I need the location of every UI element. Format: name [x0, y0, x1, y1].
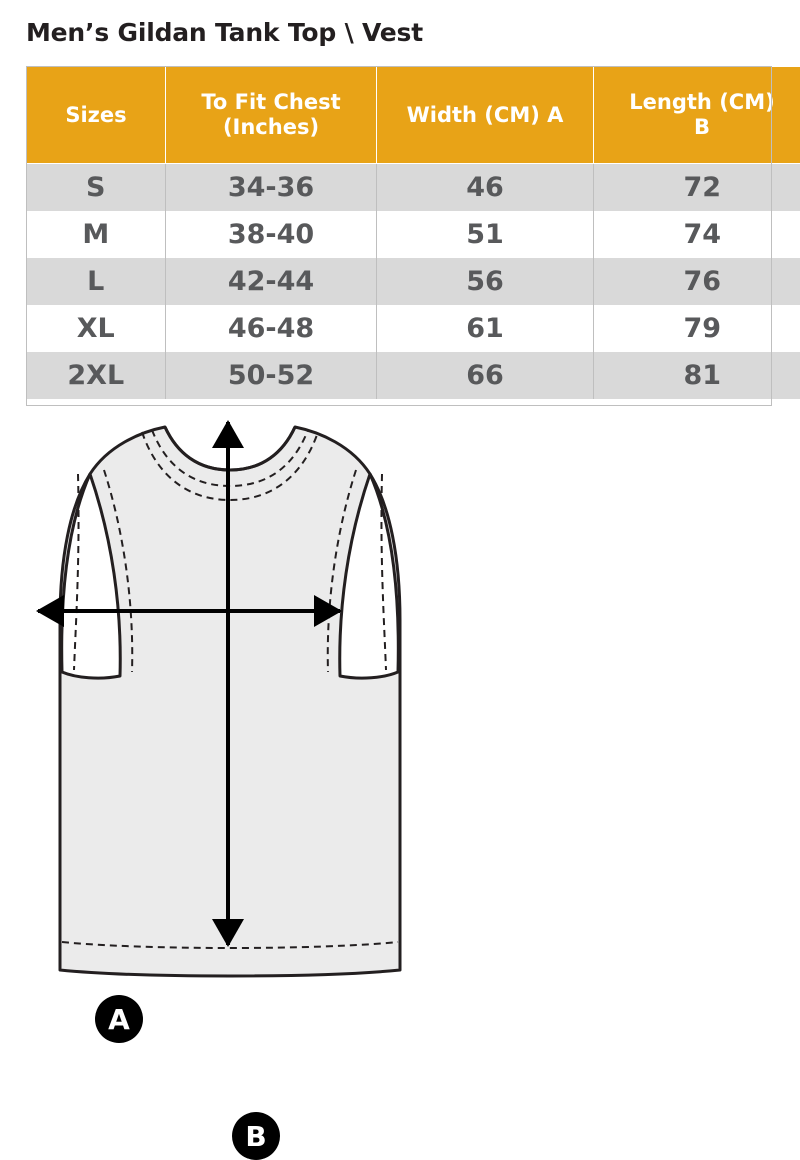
cell-chest: 34-36 — [166, 164, 377, 212]
column-header-chest-line1: To Fit Chest — [170, 90, 372, 115]
cell-chest: 50-52 — [166, 352, 377, 399]
tank-top-illustration — [0, 408, 800, 985]
table-header — [27, 67, 800, 164]
column-header-chest — [166, 67, 377, 164]
cell-size: 2XL — [27, 352, 166, 399]
table-header-row — [27, 67, 800, 164]
table-row — [27, 352, 800, 399]
cell-chest: 38-40 — [166, 211, 377, 258]
table-row — [27, 305, 800, 352]
cell-chest: 42-44 — [166, 258, 377, 305]
cell-length: 72 — [594, 164, 800, 212]
cell-width: 56 — [377, 258, 594, 305]
cell-chest: 46-48 — [166, 305, 377, 352]
cell-size: M — [27, 211, 166, 258]
cell-size: XL — [27, 305, 166, 352]
column-header-width: Width (CM) A — [377, 67, 594, 164]
measurement-marker-b: B — [232, 1112, 280, 1160]
page-title: Men’s Gildan Tank Top \ Vest — [26, 18, 423, 47]
cell-length: 79 — [594, 305, 800, 352]
cell-width: 66 — [377, 352, 594, 399]
table-body — [27, 164, 800, 400]
column-header-sizes: Sizes — [27, 67, 166, 164]
cell-size: L — [27, 258, 166, 305]
column-header-length-line1: Length (CM) — [598, 90, 800, 115]
table-row — [27, 164, 800, 212]
cell-width: 61 — [377, 305, 594, 352]
column-header-length-line2: B — [598, 115, 800, 140]
cell-length: 76 — [594, 258, 800, 305]
cell-length: 81 — [594, 352, 800, 399]
size-table — [26, 66, 800, 399]
cell-length: 74 — [594, 211, 800, 258]
garment-diagram — [0, 408, 800, 985]
cell-width: 51 — [377, 211, 594, 258]
measurement-marker-a: A — [95, 995, 143, 1043]
column-header-chest-line2: (Inches) — [170, 115, 372, 140]
table-row — [27, 258, 800, 305]
cell-width: 46 — [377, 164, 594, 212]
table-row — [27, 211, 800, 258]
column-header-length — [594, 67, 800, 164]
cell-size: S — [27, 164, 166, 212]
